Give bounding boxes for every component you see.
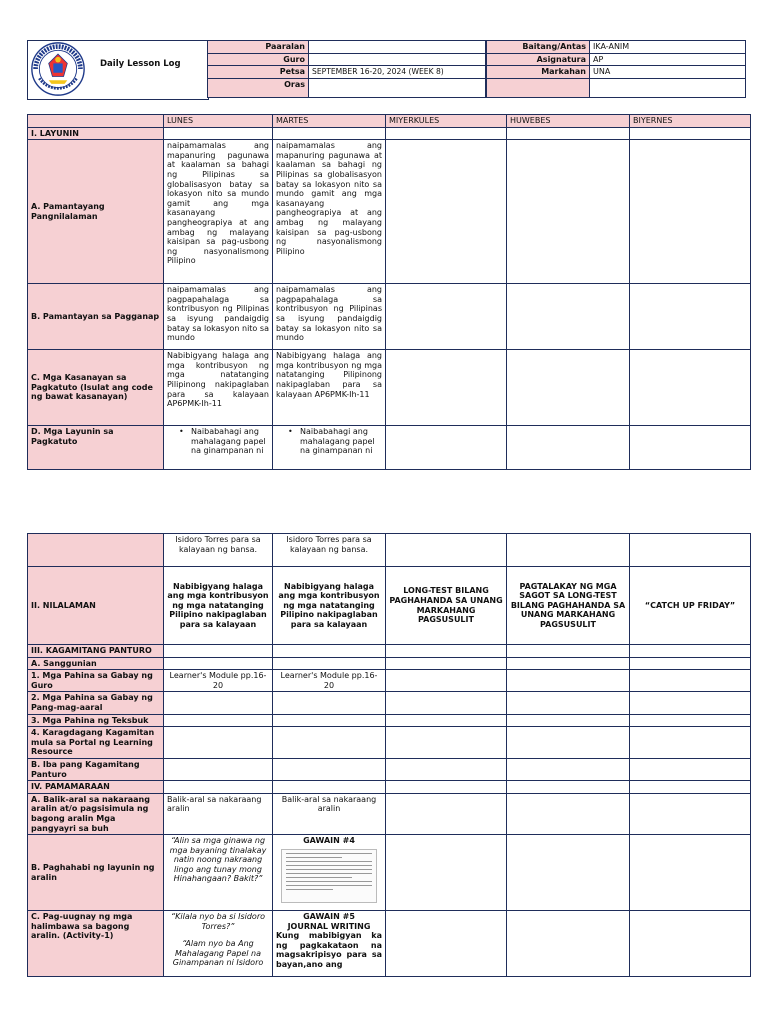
blank-label-cell: [487, 78, 590, 97]
row-label-pamantayang-pangnilalaman: A. Pamantayang Pangnilalaman: [28, 140, 164, 284]
row-label-iba-pang-kagamitan: B. Iba pang Kagamitang Panturo: [28, 758, 164, 780]
worksheet-thumbnail-image: [281, 849, 377, 903]
paghahabi-martes: [273, 835, 386, 911]
value-oras: [309, 78, 486, 97]
gawain4-title: GAWAIN #4: [303, 836, 355, 846]
cell-pagganap-lunes: naipamamalas ang pagpapahalaga sa kontribusyon ng Pilipinas sa isyung pandaigdig batay sa lokasyon nito sa mundo: [164, 284, 273, 350]
lesson-table-page2: [27, 533, 751, 977]
day-header-lunes: LUNES: [164, 115, 273, 128]
nilalaman-miyerkules: LONG-TEST BILANG PAGHAHANDA SA UNANG MARKAHANG PAGSUSULIT: [386, 567, 507, 645]
label-oras: Oras: [208, 78, 309, 97]
cell-kasanayan-lunes: Nabibigyang halaga ang mga kontribusyon ng mga natatanging Pilipinong nakipaglaban para sa kalayaan AP6PMK-Ih-11: [164, 350, 273, 426]
gawain5-title: GAWAIN #5: [303, 912, 355, 922]
cell-kasanayan-martes: Nabibigyang halaga ang mga kontribusyon ng mga natatanging Pilipinong nakipaglaban para sa kalayaan AP6PMK-Ih-11: [273, 350, 386, 426]
cell-pangnilalaman-lunes: naipamamalas ang mapanuring pagunawa at kaalaman sa bahagi ng Pilipinas sa globalisasyon batay sa lokasyon nito sa mundo gamit ang mga kasanayang pangheograpiya at ang ambag ng malayang kaisipan sa pag-usbong ng nasyonalismong Pilipino: [164, 140, 273, 284]
label-paaralan: Paaralan: [208, 41, 309, 54]
label-petsa: Petsa: [208, 66, 309, 79]
row-label-pag-uugnay: C. Pag-uugnay ng mga halimbawa sa bagong aralin. (Activity-1): [28, 911, 164, 977]
row-label-pamantayan-sa-pagganap: B. Pamantayan sa Pagganap: [28, 284, 164, 350]
value-asignatura: AP: [590, 53, 746, 66]
cell-pagganap-martes: naipamamalas ang pagpapahalaga sa kontribusyon ng Pilipinas sa isyung pandaigdig batay sa lokasyon nito sa mundo: [273, 284, 386, 350]
section-pamamaraan: IV. PAMAMARAAN: [28, 781, 164, 794]
day-header-miyerkules: MIYERKULES: [386, 115, 507, 128]
nilalaman-huwebes: PAGTALAKAY NG MGA SAGOT SA LONG-TEST BILANG PAGHAHANDA SA UNANG MARKAHANG PAGSUSULIT: [507, 567, 630, 645]
balik-aral-lunes: Balik-aral sa nakaraang aralin: [164, 793, 273, 834]
row-label-pahina-guro: 1. Mga Pahina sa Gabay ng Guro: [28, 670, 164, 692]
blank-value-cell: [590, 78, 746, 97]
value-petsa: SEPTEMBER 16-20, 2024 (WEEK 8): [309, 66, 486, 79]
cell-layunin-martes: [273, 426, 386, 470]
header-fields-right: [486, 40, 746, 98]
row-label-teksbuk: 3. Mga Pahina ng Teksbuk: [28, 714, 164, 727]
module-martes: Learner's Module pp.16-20: [273, 670, 386, 692]
corner-cell: [28, 115, 164, 128]
pag-uugnay-martes: [273, 911, 386, 977]
row-label-kasanayan: C. Mga Kasanayan sa Pagkatuto (Isulat ang code ng bawat kasanayan): [28, 350, 164, 426]
row-label-layunin-sa-pagkatuto: D. Mga Layunin sa Pagkatuto: [28, 426, 164, 470]
deped-seal-icon: [30, 41, 86, 97]
pag-uugnay-lunes: [164, 911, 273, 977]
bullet-item: • Naibabahagi ang mahalagang papel na ginampanan ni: [276, 427, 382, 456]
nilalaman-biyernes: “CATCH UP FRIDAY”: [630, 567, 751, 645]
cell-layunin-lunes: [164, 426, 273, 470]
nilalaman-lunes: Nabibigyang halaga ang mga kontribusyon ng mga natatanging Pilipino nakipaglaban para sa kalayaan: [164, 567, 273, 645]
cont-label-cell: [28, 534, 164, 567]
journal-prompt: Kung mabibigyan ka ng pagkakataon na magsakripisyo para sa bayan,ano ang: [276, 931, 382, 970]
label-asignatura: Asignatura: [487, 53, 590, 66]
module-lunes: Learner's Module pp.16-20: [164, 670, 273, 692]
day-header-biyernes: BIYERNES: [630, 115, 751, 128]
day-header-martes: MARTES: [273, 115, 386, 128]
label-markahan: Markahan: [487, 66, 590, 79]
cont-text-martes: Isidoro Torres para sa kalayaan ng bansa.: [273, 534, 386, 567]
cont-text-lunes: Isidoro Torres para sa kalayaan ng bansa.: [164, 534, 273, 567]
header-fields-left: [207, 40, 486, 98]
bullet-item: • Naibabahagi ang mahalagang papel na ginampanan ni: [167, 427, 269, 456]
balik-aral-martes: Balik-aral sa nakaraang aralin: [273, 793, 386, 834]
lesson-table-page1: [27, 114, 751, 470]
value-markahan: UNA: [590, 66, 746, 79]
value-paaralan: [309, 41, 486, 54]
row-label-pahina-mag-aaral: 2. Mga Pahina sa Gabay ng Pang-mag-aaral: [28, 692, 164, 714]
paghahabi-lunes: “Alin sa mga ginawa ng mga bayaning tinalakay natin noong nakraang lingo ang tunay mong Hinahangaan? Bakit?”: [164, 835, 273, 911]
row-label-sanggunian: A. Sanggunian: [28, 657, 164, 670]
journal-writing-title: JOURNAL WRITING: [287, 921, 371, 931]
value-guro: [309, 53, 486, 66]
cell-pangnilalaman-martes: naipamamalas ang mapanuring pagunawa at kaalaman sa bahagi ng Pilipinas sa globalisasyon batay sa lokasyon nito sa mundo gamit ang mga kasanayang pangheograpiya at ang ambag ng malayang kaisipan sa pag-usbong ng nasyonalismong Pilipino: [273, 140, 386, 284]
label-guro: Guro: [208, 53, 309, 66]
section-kagamitang-panturo: III. KAGAMITANG PANTURO: [28, 645, 164, 658]
section-layunin: I. LAYUNIN: [28, 127, 164, 140]
document-title: Daily Lesson Log: [100, 59, 181, 69]
question-1: “Kilala nyo ba si Isidoro Torres?”: [170, 912, 265, 931]
value-baitang: IKA-ANIM: [590, 41, 746, 54]
day-header-huwebes: HUWEBES: [507, 115, 630, 128]
row-label-karagdagang-kagamitan: 4. Karagdagang Kagamitan mula sa Portal ng Learning Resource: [28, 727, 164, 759]
row-label-balik-aral: A. Balik-aral sa nakaraang aralin at/o pagsisimula ng bagong aralin Mga pangyayri sa buh: [28, 793, 164, 834]
label-baitang: Baitang/Antas: [487, 41, 590, 54]
question-2: “Alam nyo ba Ang Mahalagang Papel na Ginampanan ni Isidoro: [172, 939, 264, 968]
row-label-nilalaman: II. NILALAMAN: [28, 567, 164, 645]
nilalaman-martes: Nabibigyang halaga ang mga kontribusyon ng mga natatanging Pilipino nakipaglaban para sa kalayaan: [273, 567, 386, 645]
row-label-paghahabi: B. Paghahabi ng layunin ng aralin: [28, 835, 164, 911]
